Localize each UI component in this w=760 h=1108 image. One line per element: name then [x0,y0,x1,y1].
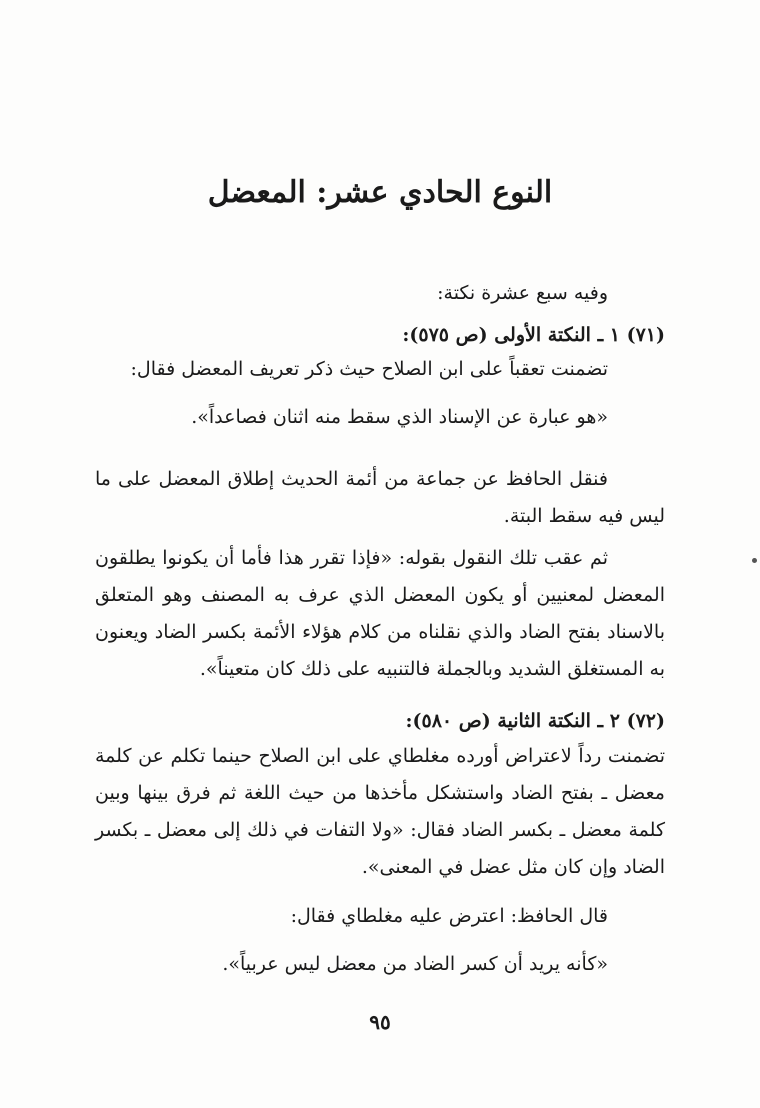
section-71-line: تضمنت تعقباً على ابن الصلاح حيث ذكر تعريف المعضل فقال: [130,358,608,380]
section-71-paragraph-1: فنقل الحافظ عن جماعة من أئمة الحديث إطلاق المعضل على ما ليس فيه سقط البتة. [95,468,665,527]
section-72-line: قال الحافظ: اعترض عليه مغلطاي فقال: [290,905,608,927]
section-71-quote: «هو عبارة عن الإسناد الذي سقط منه اثنان فصاعداً». [191,406,608,428]
intro-line: وفيه سبع عشرة نكتة: [437,282,608,304]
section-71-heading: (٧١) ١ ـ النكتة الأولى (ص ٥٧٥): [402,324,665,346]
section-72-quote: «كأنه يريد أن كسر الضاد من معضل ليس عربياً». [222,953,608,975]
scan-speck [752,558,757,563]
section-72-heading: (٧٢) ٢ ـ النكتة الثانية (ص ٥٨٠): [405,710,665,732]
section-71-paragraph-2: ثم عقب تلك النقول بقوله: «فإذا تقرر هذا فأما أن يكونوا يطلقون المعضل لمعنيين أو يكون المعضل الذي عرف به المصنف وهو المتعلق بالاسناد بفتح الضاد والذي نقلناه من كلام هؤلاء الأئمة بكسر الضاد ويعنون به المستغلق الشديد وبالجملة فالتنبيه على ذلك كان متعيناً». [95,547,665,680]
section-72-paragraph-1: تضمنت رداً لاعتراض أورده مغلطاي على ابن الصلاح حينما تكلم عن كلمة معضل ـ بفتح الضاد واستشكل مأخذها من حيث اللغة ثم فرق بينها وبين كلمة معضل ـ بكسر الضاد فقال: «ولا التفات في ذلك إلى معضل ـ بكسر الضاد وإن كان مثل عضل في المعنى». [95,745,665,878]
page-number: ٩٥ [369,1010,391,1034]
chapter-title: النوع الحادي عشر: المعضل [207,175,553,210]
